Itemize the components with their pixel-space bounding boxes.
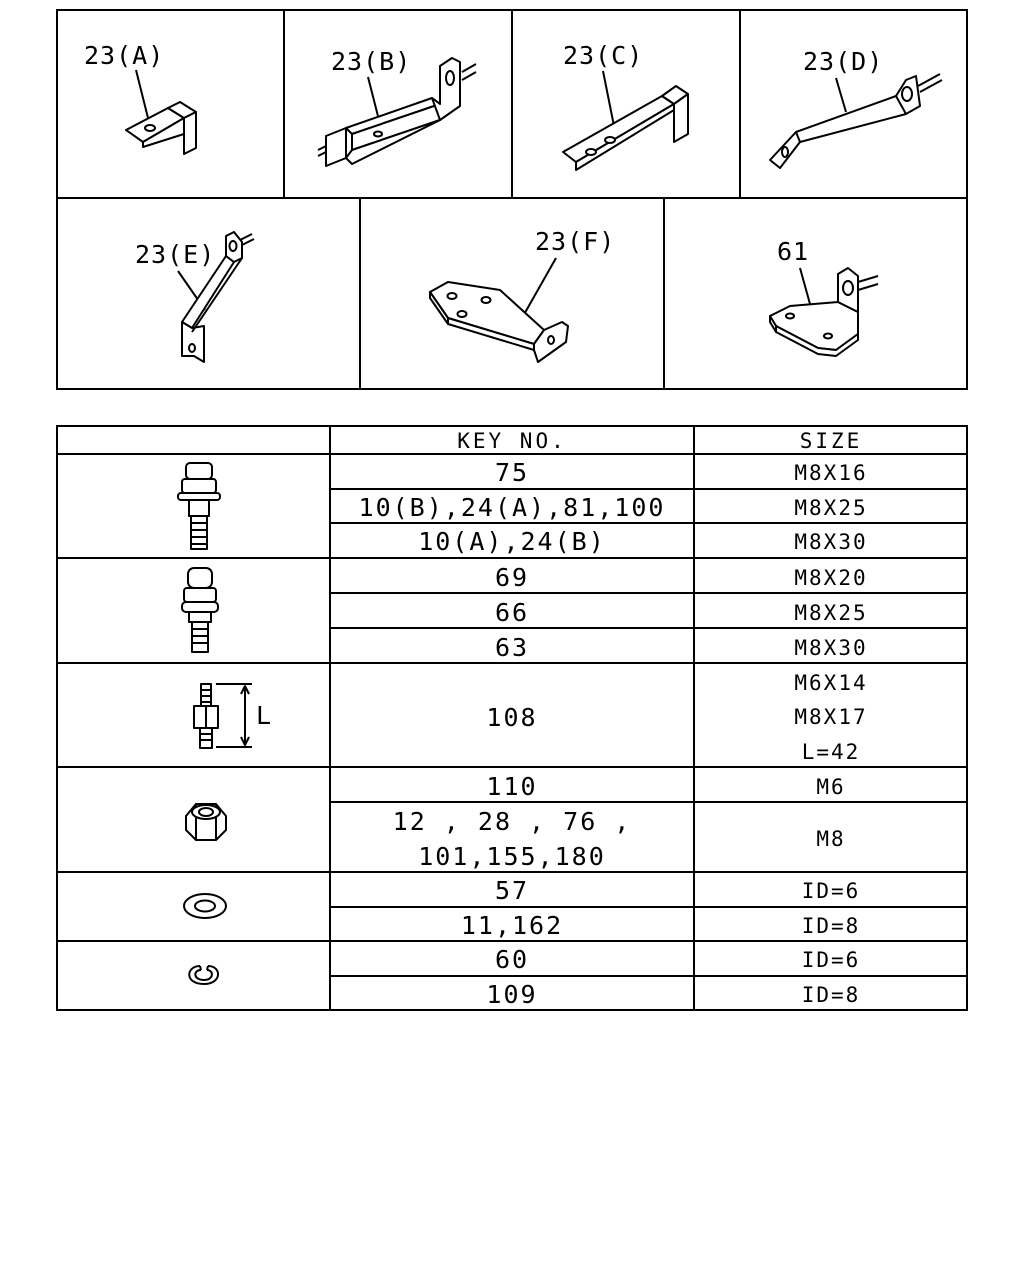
key-cell: 75 (494, 458, 530, 487)
key-cell: 57 (494, 876, 530, 905)
size-cell: M8X25 (794, 601, 868, 625)
plain-washer-icon (184, 894, 226, 918)
bracket-23a-label: 23(A) (84, 41, 165, 70)
size-cell: ID=8 (801, 983, 861, 1007)
size-cell: M6X14 (794, 671, 868, 695)
bracket-23c-label: 23(C) (563, 41, 644, 70)
size-cell: M8X17 (794, 705, 868, 729)
key-no-header: KEY NO. (457, 429, 567, 453)
key-cell: 12 , 28 , 76 , (392, 807, 632, 836)
fastener-table (57, 426, 967, 1010)
size-cell: M8X30 (794, 530, 868, 554)
bracket-61-label: 61 (777, 237, 810, 266)
size-cell: M8X16 (794, 461, 868, 485)
dimension-label: L (256, 701, 273, 730)
size-cell: M6 (816, 775, 846, 799)
bracket-23e (135, 232, 254, 362)
washer-bolt-icon (182, 568, 218, 652)
size-cell: M8X25 (794, 496, 868, 520)
key-cell: 109 (486, 980, 538, 1009)
key-cell: 63 (494, 633, 530, 662)
spring-washer-icon (189, 966, 218, 984)
size-cell: ID=6 (801, 948, 861, 972)
bracket-23f-label: 23(F) (535, 227, 616, 256)
size-cell: L=42 (801, 740, 861, 764)
bracket-23e-label: 23(E) (135, 240, 216, 269)
bracket-23a-icon (126, 102, 196, 154)
size-cell: ID=6 (801, 879, 861, 903)
key-cell: 110 (486, 772, 538, 801)
stud-bolt-icon (194, 684, 252, 748)
bracket-23f (430, 227, 615, 362)
size-header: SIZE (799, 429, 863, 453)
bracket-23f-icon (430, 282, 568, 362)
size-cell: M8 (816, 827, 846, 851)
bracket-23b-label: 23(B) (331, 47, 412, 76)
key-cell: 10(A),24(B) (418, 527, 606, 556)
flange-nut-icon (186, 804, 226, 840)
key-cell: 10(B),24(A),81,100 (358, 493, 666, 522)
size-cell: M8X30 (794, 636, 868, 660)
bracket-23c (563, 41, 688, 170)
bracket-23b (318, 47, 476, 166)
flange-bolt-icon (178, 463, 220, 549)
bracket-23d-icon (770, 74, 942, 168)
key-cell: 101,155,180 (418, 842, 606, 871)
size-cell: M8X20 (794, 566, 868, 590)
key-cell: 108 (486, 703, 538, 732)
bracket-61-icon (770, 268, 878, 356)
bracket-23d-label: 23(D) (803, 47, 884, 76)
key-cell: 69 (494, 563, 530, 592)
key-cell: 11,162 (460, 911, 564, 940)
size-cell: ID=8 (801, 914, 861, 938)
bracket-23c-icon (563, 86, 688, 170)
key-cell: 60 (494, 945, 530, 974)
bracket-23a (84, 41, 196, 154)
bracket-23d (770, 47, 942, 168)
key-cell: 66 (494, 598, 530, 627)
bracket-61 (770, 237, 878, 356)
